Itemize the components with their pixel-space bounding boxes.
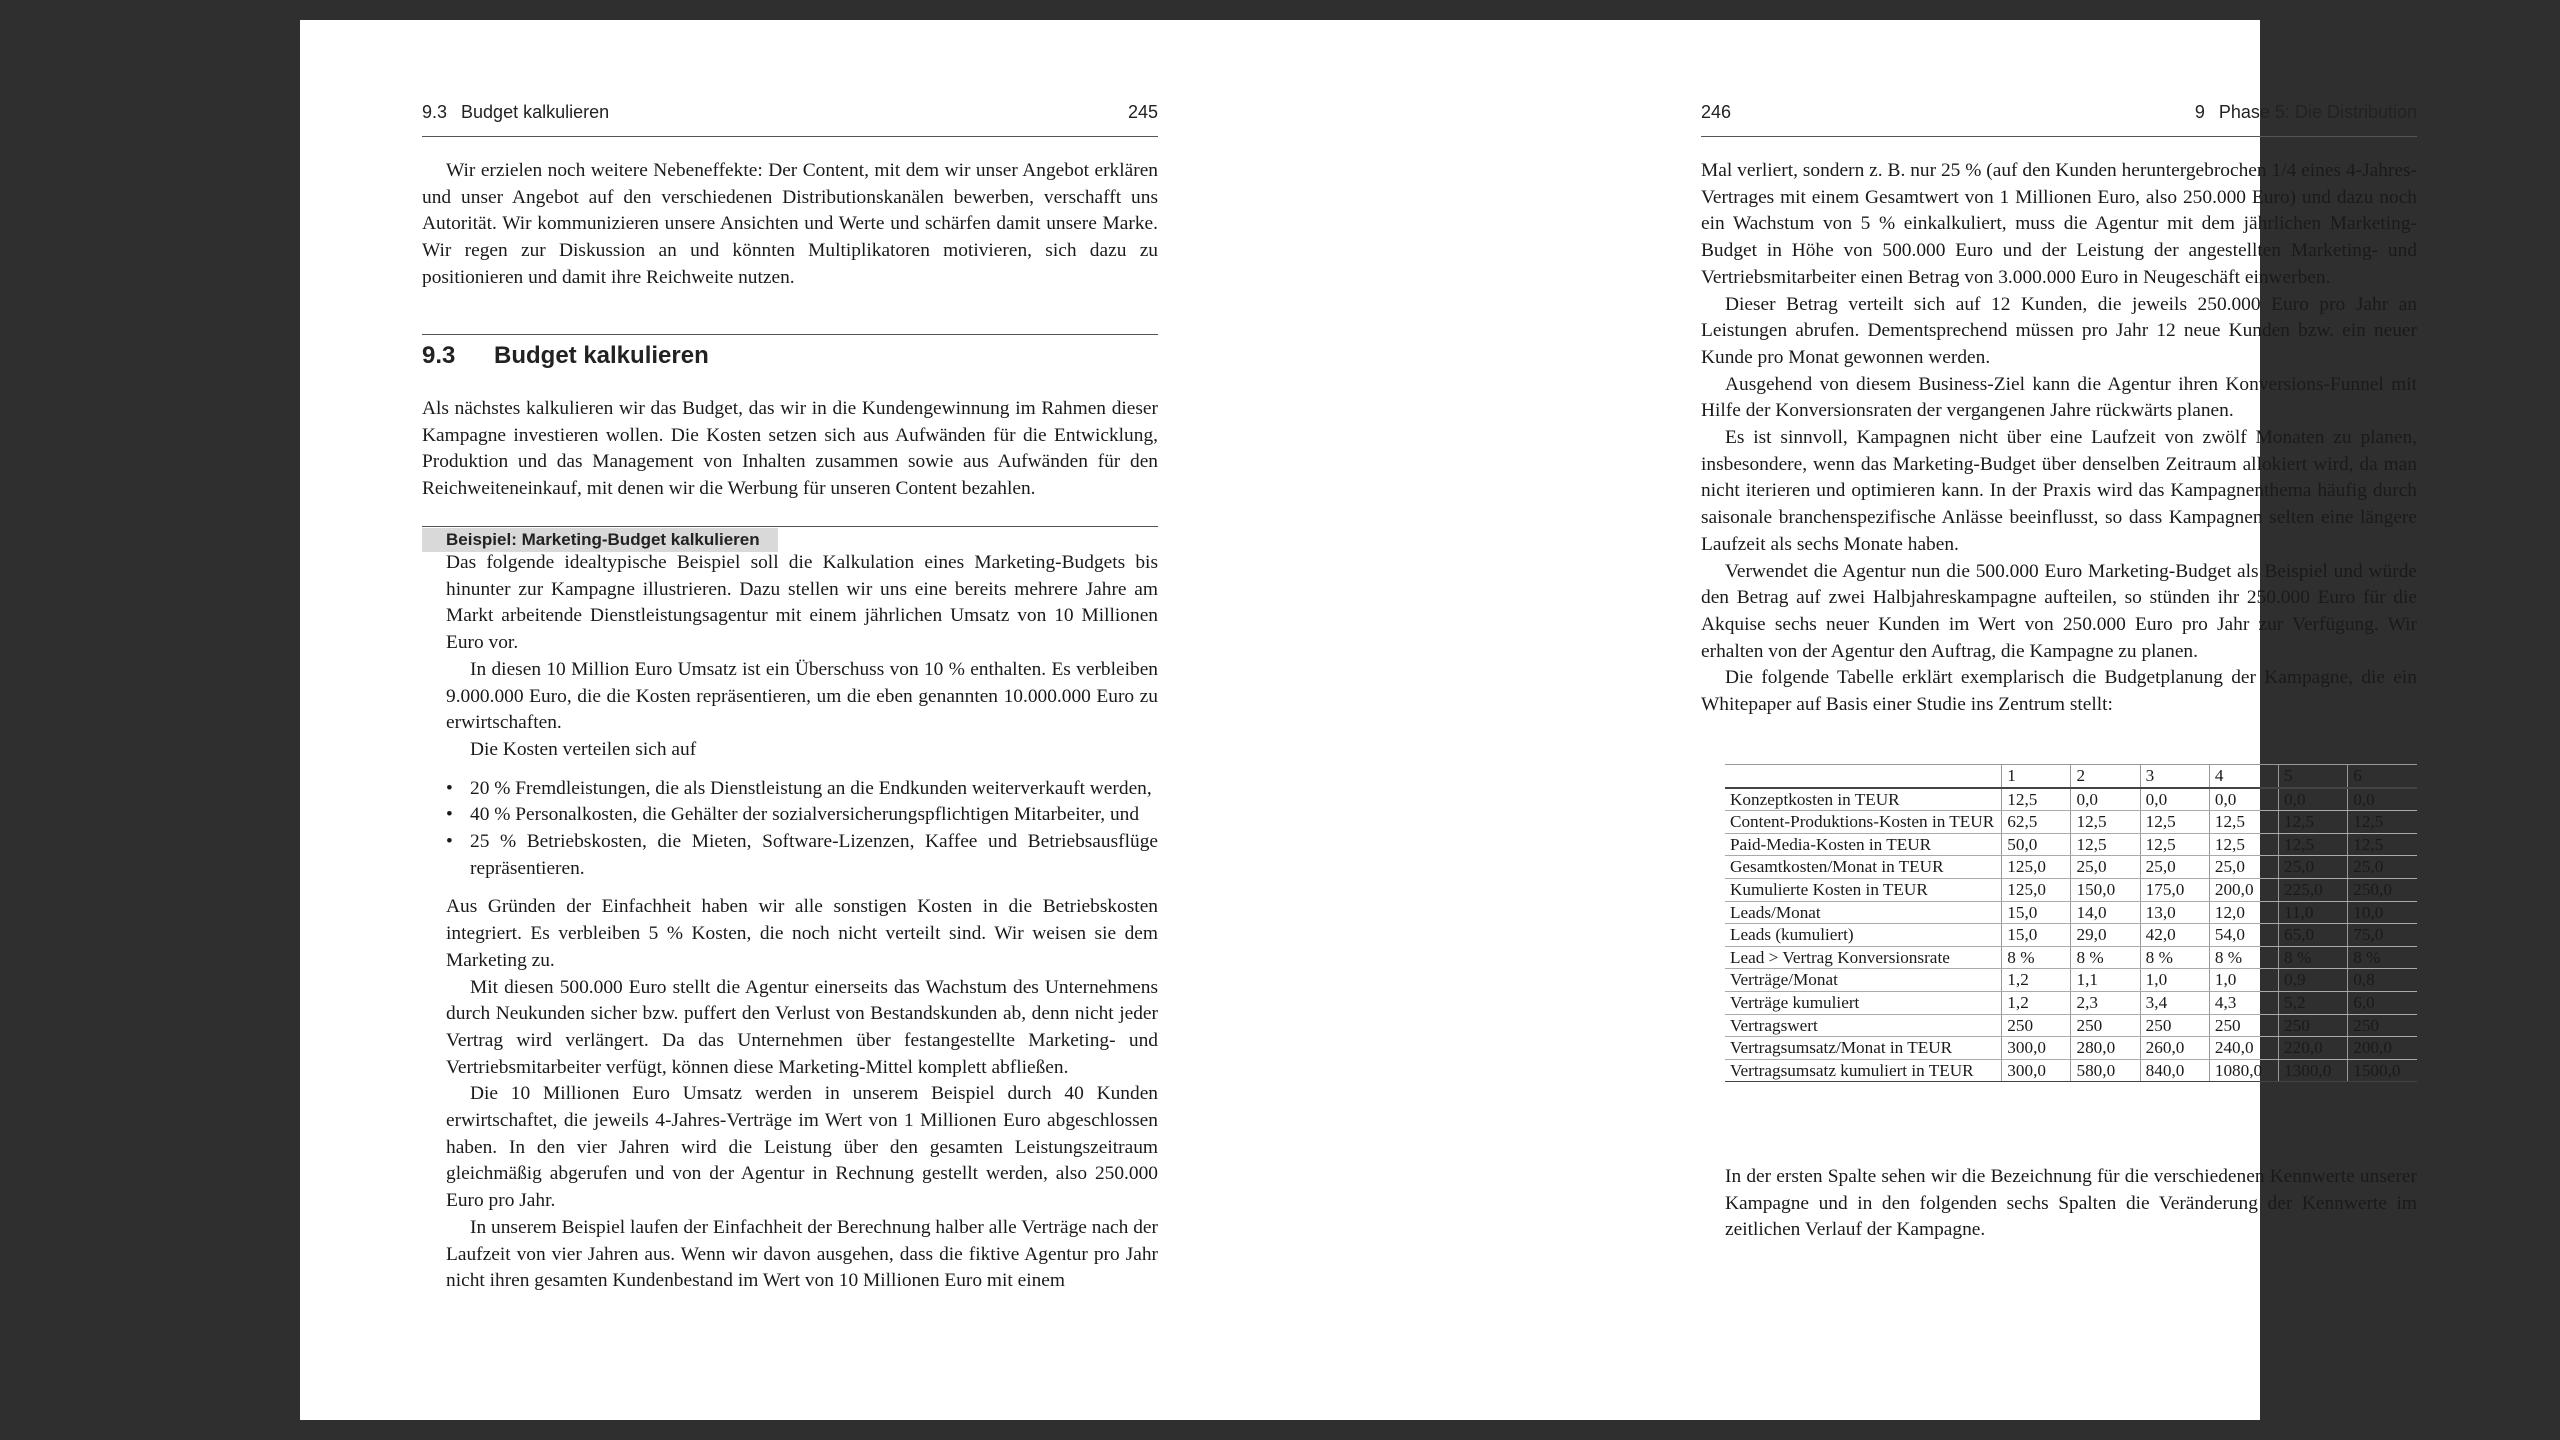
- table-row-label: Verträge kumuliert: [1725, 991, 2002, 1014]
- table-cell: 25,0: [2279, 856, 2348, 879]
- table-cell: 12,5: [2071, 833, 2140, 856]
- table-cell: 250: [2140, 1014, 2209, 1037]
- table-caption-text: [1725, 1164, 2417, 1244]
- table-row: [1725, 1059, 2417, 1082]
- table-cell: 1,1: [2071, 969, 2140, 992]
- book-spread: [300, 20, 2417, 1420]
- table-cell: 200,0: [2348, 1037, 2417, 1060]
- table-row: [1725, 788, 2417, 811]
- left-page: [300, 20, 1280, 1420]
- table-cell: 240,0: [2209, 1037, 2278, 1060]
- table-cell: 580,0: [2071, 1059, 2140, 1082]
- paragraph: In der ersten Spalte sehen wir die Bezeichnung für die verschiedenen Kennwerte unserer Kampagne und in den folgenden sechs Spalten die Veränderung der Kennwerte im zeitlichen Verlauf der Kampagne.: [1725, 1166, 2417, 1241]
- table-row-label: Paid-Media-Kosten in TEUR: [1725, 833, 2002, 856]
- table-cell: 8 %: [2209, 946, 2278, 969]
- table-cell: 1500,0: [2348, 1059, 2417, 1082]
- table-row: [1725, 969, 2417, 992]
- table-header-row: [1725, 765, 2417, 788]
- table-cell: 250: [2002, 1014, 2071, 1037]
- table-row: [1725, 856, 2417, 879]
- table-row: [1725, 1014, 2417, 1037]
- table-cell: 250,0: [2348, 878, 2417, 901]
- table-row: [1725, 811, 2417, 834]
- bullet-list: [446, 776, 1158, 883]
- table-row-label: Verträge/Monat: [1725, 969, 2002, 992]
- paragraph: Die folgende Tabelle erklärt exemplarisch die Budgetplanung der Kampagne, die ein Whitepaper auf Basis einer Studie ins Zentrum stellt:: [1701, 667, 2417, 716]
- table-cell: 12,5: [2209, 811, 2278, 834]
- paragraph: In unserem Beispiel laufen der Einfachheit der Berechnung halber alle Verträge nach der Laufzeit von vier Jahren aus. Wenn wir davon ausgehen, dass die fiktive Agentur pro Jahr nicht ihren gesamten Kundenbestand im Wert von 10 Millionen Euro mit einem: [446, 1216, 1158, 1292]
- table-cell: 12,5: [2071, 811, 2140, 834]
- running-head-chapter-number: 9: [2194, 102, 2205, 122]
- section-rule: [422, 334, 1158, 335]
- table-cell: 0,9: [2279, 969, 2348, 992]
- running-head-chapter-title: Phase 5: Die Distribution: [2218, 102, 2417, 122]
- table-cell: 1300,0: [2279, 1059, 2348, 1082]
- paragraph: Die 10 Millionen Euro Umsatz werden in unserem Beispiel durch 40 Kunden erwirtschaftet, die jeweils 4-Jahres-Verträge im Wert von 1 Millionen Euro abgeschlossen haben. In den vier Jahren wird die Leistung über den gesamten Leistungszeitraum gleichmäßig abgerufen und von der Agentur in Rechnung gestellt werden, also 250.000 Euro pro Jahr.: [446, 1083, 1158, 1212]
- intro-text: [422, 158, 1158, 292]
- table-cell: 8 %: [2279, 946, 2348, 969]
- running-head-section-number: 9.3: [422, 102, 448, 122]
- table-body: [1725, 788, 2417, 1082]
- table-row-label: Vertragsumsatz kumuliert in TEUR: [1725, 1059, 2002, 1082]
- table-row-label: Content-Produktions-Kosten in TEUR: [1725, 811, 2002, 834]
- table-row: [1725, 991, 2417, 1014]
- table-row: [1725, 878, 2417, 901]
- table-cell: 175,0: [2140, 878, 2209, 901]
- table-cell: 12,5: [2279, 833, 2348, 856]
- table-cell: 4,3: [2209, 991, 2278, 1014]
- list-item: • 40 % Personalkosten, die Gehälter der sozialversicherungspflichtigen Mitarbeiter, und: [446, 802, 1158, 829]
- table-cell: 300,0: [2002, 1037, 2071, 1060]
- right-text: [1701, 158, 2417, 719]
- table-cell: 50,0: [2002, 833, 2071, 856]
- table-cell: 250: [2209, 1014, 2278, 1037]
- table-row: [1725, 833, 2417, 856]
- table-row-label: Leads (kumuliert): [1725, 924, 2002, 947]
- table-cell: 1080,0: [2209, 1059, 2278, 1082]
- paragraph: Mal verliert, sondern z. B. nur 25 % (auf den Kunden heruntergebrochen 1/4 eines 4-Jahres-Vertrages mit einem Gesamtwert von 1 Millionen Euro, also 250.000 Euro) und dazu noch ein Wachstum von 5 % einkalkuliert, muss die Agentur mit dem jährlichen Marketing-Budget in Höhe von 500.000 Euro und der Leistung der angestellten Marketing- und Vertriebsmitarbeiter einen Betrag von 3.000.000 Euro in Neugeschäft einwerben.: [1701, 160, 2417, 288]
- table-cell: 250: [2279, 1014, 2348, 1037]
- table-row-label: Gesamtkosten/Monat in TEUR: [1725, 856, 2002, 879]
- table-cell: 8 %: [2002, 946, 2071, 969]
- table-row-label: Konzeptkosten in TEUR: [1725, 788, 2002, 811]
- page-number: 245: [1127, 102, 1158, 122]
- table-cell: 12,0: [2209, 901, 2278, 924]
- example-box: [446, 550, 1158, 1295]
- table-cell: 25,0: [2348, 856, 2417, 879]
- table-header-cell: 5: [2279, 765, 2348, 788]
- table-cell: 15,0: [2002, 924, 2071, 947]
- table-cell: 125,0: [2002, 856, 2071, 879]
- table-cell: 2,3: [2071, 991, 2140, 1014]
- paragraph: Es ist sinnvoll, Kampagnen nicht über eine Laufzeit von zwölf Monaten zu planen, insbesondere, wenn das Marketing-Budget über denselben Zeitraum allokiert wird, da man nicht iterieren und optimieren kann. In der Praxis wird das Kampagnenthema häufig durch saisonale branchenspezifische Anlässe beeinflusst, so dass Kampagnen selten eine längere Laufzeit als sechs Monate haben.: [1701, 427, 2417, 555]
- table-cell: 3,4: [2140, 991, 2209, 1014]
- list-item: • 25 % Betriebskosten, die Mieten, Software-Lizenzen, Kaffee und Betriebsausflüge repräsentieren.: [446, 829, 1158, 882]
- table-cell: 29,0: [2071, 924, 2140, 947]
- section-number: 9.3: [422, 342, 456, 369]
- table-cell: 42,0: [2140, 924, 2209, 947]
- table-row-label: Vertragsumsatz/Monat in TEUR: [1725, 1037, 2002, 1060]
- table-cell: 225,0: [2279, 878, 2348, 901]
- table-cell: 0,0: [2348, 788, 2417, 811]
- table-row-label: Vertragswert: [1725, 1014, 2002, 1037]
- page-number: 246: [1701, 102, 1732, 122]
- table-cell: 0,8: [2348, 969, 2417, 992]
- table-cell: 25,0: [2209, 856, 2278, 879]
- table-row-label: Lead > Vertrag Konversionsrate: [1725, 946, 2002, 969]
- section-text: [422, 396, 1158, 503]
- table-header-cell: 3: [2140, 765, 2209, 788]
- table-cell: 6,0: [2348, 991, 2417, 1014]
- running-head-chapter: [2195, 102, 2417, 123]
- table-cell: 1,2: [2002, 991, 2071, 1014]
- table-cell: 8 %: [2348, 946, 2417, 969]
- table-cell: 25,0: [2140, 856, 2209, 879]
- paragraph: Das folgende idealtypische Beispiel soll die Kalkulation eines Marketing-Budgets bis hinunter zur Kampagne illustrieren. Dazu stellen wir uns eine bereits mehrere Jahre am Markt arbeitende Dienstleistungsagentur mit einem jährlichen Umsatz von 10 Millionen Euro vor.: [446, 552, 1158, 654]
- table-cell: 300,0: [2002, 1059, 2071, 1082]
- table-cell: 260,0: [2140, 1037, 2209, 1060]
- paragraph: Verwendet die Agentur nun die 500.000 Euro Marketing-Budget als Beispiel und würde den Betrag auf zwei Halbjahreskampagne aufteilen, so stünden ihr 250.000 Euro für die Akquise sechs neuer Kunden im Wert von 250.000 Euro pro Jahr zur Verfügung. Wir erhalten von der Agentur den Auftrag, die Kampagne zu planen.: [1701, 560, 2417, 662]
- table-cell: 250: [2071, 1014, 2140, 1037]
- table-cell: 280,0: [2071, 1037, 2140, 1060]
- table-row: [1725, 924, 2417, 947]
- table-cell: 62,5: [2002, 811, 2071, 834]
- paragraph: Als nächstes kalkulieren wir das Budget, das wir in die Kundengewinnung im Rahmen dieser Kampagne investieren wollen. Die Kosten setzen sich aus Aufwänden für die Entwicklung, Produktion und das Management von Inhalten zusammen sowie aus Aufwänden für den Reichweiteneinkauf, mit denen wir die Werbung für unseren Content bezahlen.: [422, 398, 1158, 500]
- paragraph: Wir erzielen noch weitere Nebeneffekte: Der Content, mit dem wir unser Angebot erklären und unser Angebot auf den verschiedenen Distributionskanälen bewerben, verschafft uns Autorität. Wir kommunizieren unsere Ansichten und Werte und schärfen damit unsere Marke. Wir regen zur Diskussion an und könnten Multiplikatoren motivieren, sich dazu zu positionieren und damit ihre Reichweite nutzen.: [422, 160, 1158, 288]
- table-row: [1725, 901, 2417, 924]
- table-cell: 0,0: [2209, 788, 2278, 811]
- table-cell: 12,5: [2140, 811, 2209, 834]
- table-row-label: Leads/Monat: [1725, 901, 2002, 924]
- running-head-section: [422, 102, 609, 123]
- example-label: Beispiel: Marketing-Budget kalkulieren: [422, 528, 778, 552]
- paragraph: Aus Gründen der Einfachheit haben wir alle sonstigen Kosten in die Betriebskosten integriert. Es verbleiben 5 % Kosten, die noch nicht verteilt sind. Wir weisen sie dem Marketing zu.: [446, 896, 1158, 971]
- table-cell: 65,0: [2279, 924, 2348, 947]
- table-header-cell-label: [1725, 765, 2002, 788]
- table-cell: 12,5: [2279, 811, 2348, 834]
- table-cell: 11,0: [2279, 901, 2348, 924]
- table-header-cell: 6: [2348, 765, 2417, 788]
- table-cell: 13,0: [2140, 901, 2209, 924]
- running-head-section-title: Budget kalkulieren: [461, 102, 610, 122]
- right-page: [1280, 20, 2417, 1420]
- table-cell: 1,0: [2140, 969, 2209, 992]
- table-cell: 1,2: [2002, 969, 2071, 992]
- table-cell: 12,5: [2209, 833, 2278, 856]
- table-cell: 1,0: [2209, 969, 2278, 992]
- section-heading: [422, 342, 709, 370]
- paragraph: Ausgehend von diesem Business-Ziel kann die Agentur ihren Konversions-Funnel mit Hilfe der Konversionsraten der vergangenen Jahre rückwärts planen.: [1701, 373, 2417, 422]
- table-cell: 12,5: [2140, 833, 2209, 856]
- table-cell: 12,5: [2348, 833, 2417, 856]
- table-cell: 75,0: [2348, 924, 2417, 947]
- table-row: [1725, 946, 2417, 969]
- table-cell: 12,5: [2348, 811, 2417, 834]
- table-cell: 8 %: [2140, 946, 2209, 969]
- running-head-right: [1701, 102, 2417, 137]
- table-cell: 200,0: [2209, 878, 2278, 901]
- budget-table: [1725, 764, 2417, 1082]
- example-rule: [422, 526, 1158, 527]
- table-row: [1725, 1037, 2417, 1060]
- running-head-left: [422, 102, 1158, 137]
- table-cell: 54,0: [2209, 924, 2278, 947]
- table-row-label: Kumulierte Kosten in TEUR: [1725, 878, 2002, 901]
- list-item: • 20 % Fremdleistungen, die als Dienstleistung an die Endkunden weiterverkauft werden,: [446, 776, 1158, 803]
- table-header-cell: 4: [2209, 765, 2278, 788]
- table-header-cell: 2: [2071, 765, 2140, 788]
- table-cell: 5,2: [2279, 991, 2348, 1014]
- table-cell: 14,0: [2071, 901, 2140, 924]
- paragraph: Die Kosten verteilen sich auf: [470, 738, 697, 760]
- table-cell: 0,0: [2140, 788, 2209, 811]
- section-title: Budget kalkulieren: [494, 342, 709, 369]
- paragraph: Dieser Betrag verteilt sich auf 12 Kunden, die jeweils 250.000 Euro pro Jahr an Leistungen abrufen. Dementsprechend müssen pro Jahr 12 neue Kunden bzw. ein neuer Kunde pro Monat gewonnen werden.: [1701, 293, 2417, 368]
- table-cell: 8 %: [2071, 946, 2140, 969]
- table-cell: 220,0: [2279, 1037, 2348, 1060]
- table-cell: 25,0: [2071, 856, 2140, 879]
- table-cell: 840,0: [2140, 1059, 2209, 1082]
- paragraph: Mit diesen 500.000 Euro stellt die Agentur einerseits das Wachstum des Unternehmens durch Neukunden sicher bzw. puffert den Verlust von Bestandskunden ab, denn nicht jeder Vertrag wird verlängert. Da das Unternehmen über festangestellte Marketing- und Vertriebsmitarbeiter verfügt, können diese Marketing-Mittel komplett abfließen.: [446, 976, 1158, 1078]
- table-cell: 12,5: [2002, 788, 2071, 811]
- table-header-cell: 1: [2002, 765, 2071, 788]
- table-cell: 0,0: [2071, 788, 2140, 811]
- table-cell: 250: [2348, 1014, 2417, 1037]
- table-cell: 150,0: [2071, 878, 2140, 901]
- paragraph: In diesen 10 Million Euro Umsatz ist ein Überschuss von 10 % enthalten. Es verbleiben 9.000.000 Euro, die die Kosten repräsentieren, um die eben genannten 10.000.000 Euro zu erwirtschaften.: [446, 658, 1158, 734]
- table-cell: 10,0: [2348, 901, 2417, 924]
- table-cell: 15,0: [2002, 901, 2071, 924]
- table-cell: 0,0: [2279, 788, 2348, 811]
- table-header: [1725, 765, 2417, 788]
- table-cell: 125,0: [2002, 878, 2071, 901]
